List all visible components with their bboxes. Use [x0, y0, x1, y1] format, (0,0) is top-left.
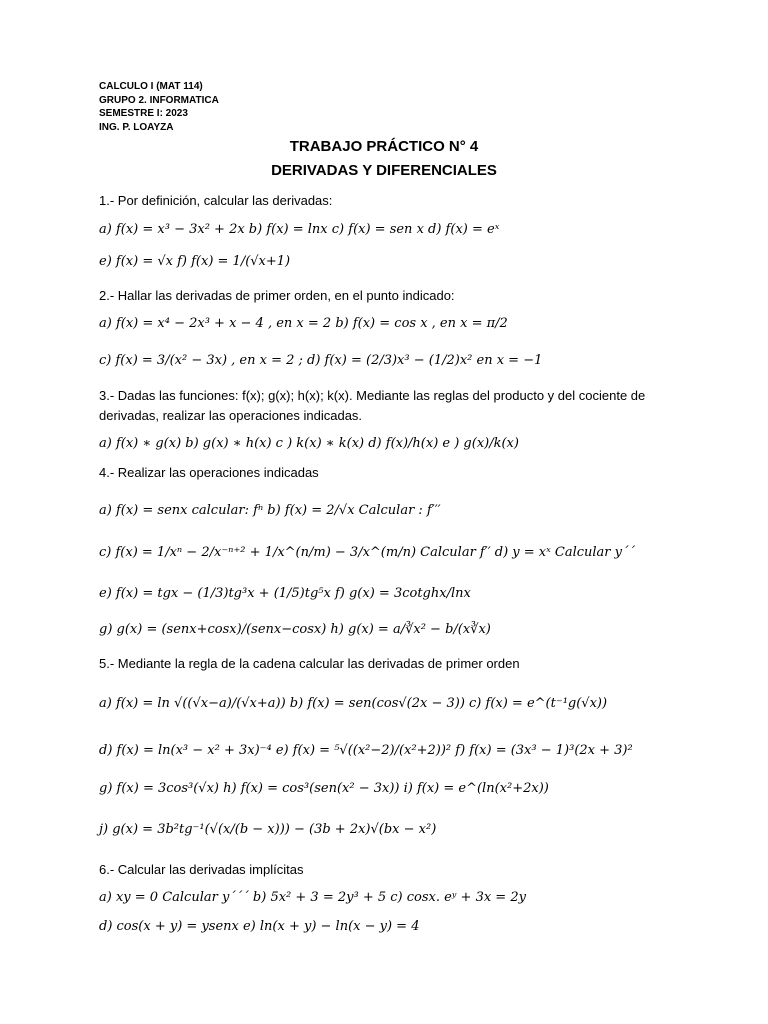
course-header [99, 80, 219, 134]
document-subtitle: DERIVADAS Y DIFERENCIALES [271, 162, 497, 179]
header-semester: SEMESTRE I: 2023 [99, 108, 188, 119]
section-3-heading: 3.- Dadas las funciones: f(x); g(x); h(x); k(x). Mediante las reglas del producto y del cociente de derivadas, realizar las operaciones indicadas. [99, 388, 646, 423]
section-6-heading: 6.- Calcular las derivadas implícitas [99, 862, 304, 877]
section-2-line-2: c) f(x) = 3/(x² − 3x) , en x = 2 ; d) f(x) = (2/3)x³ − (1/2)x² en x = −1 [99, 353, 543, 368]
section-5-heading: 5.- Mediante la regla de la cadena calcular las derivadas de primer orden [99, 656, 520, 671]
section-4-line-2: c) f(x) = 1/xⁿ − 2/x⁻ⁿ⁺² + 1/x^(n/m) − 3/x^(m/n) Calcular f′′ d) y = xˣ Calcular y´´ [99, 545, 635, 560]
section-5-line-2: d) f(x) = ln(x³ − x² + 3x)⁻⁴ e) f(x) = ⁵√((x²−2)/(x²+2))² f) f(x) = (3x³ − 1)³(2x + 3)² [99, 743, 633, 758]
section-1-heading: 1.- Por definición, calcular las derivadas: [99, 193, 333, 208]
section-5-line-4: j) g(x) = 3b²tg⁻¹(√(x/(b − x))) − (3b + 2x)√(bx − x²) [99, 822, 437, 837]
section-2-line-1: a) f(x) = x⁴ − 2x³ + x − 4 , en x = 2 b) f(x) = cos x , en x = π/2 [99, 316, 508, 331]
section-4-line-3: e) f(x) = tgx − (1/3)tg³x + (1/5)tg⁵x f) g(x) = 3cotghx/lnx [99, 586, 471, 601]
section-4-line-1: a) f(x) = senx calcular: fⁿ b) f(x) = 2/√x Calcular : f′′′ [99, 503, 441, 518]
section-3-line-1: a) f(x) ∗ g(x) b) g(x) ∗ h(x) c ) k(x) ∗ k(x) d) f(x)/h(x) e ) g(x)/k(x) [99, 436, 519, 451]
section-6-line-1: a) xy = 0 Calcular y´´´ b) 5x² + 3 = 2y³ + 5 c) cosx. eʸ + 3x = 2y [99, 890, 526, 905]
section-4-line-4: g) g(x) = (senx+cosx)/(senx−cosx) h) g(x) = a/∛x² − b/(x∛x) [99, 622, 491, 637]
header-group: GRUPO 2. INFORMATICA [99, 94, 219, 106]
document-title: TRABAJO PRÁCTICO N° 4 [289, 138, 479, 155]
section-1-line-2: e) f(x) = √x f) f(x) = 1/(√x+1) [99, 254, 291, 269]
section-5-line-3: g) f(x) = 3cos³(√x) h) f(x) = cos³(sen(x² − 3x)) i) f(x) = e^(ln(x²+2x)) [99, 781, 549, 796]
section-5-line-1: a) f(x) = ln √((√x−a)/(√x+a)) b) f(x) = sen(cos√(2x − 3)) c) f(x) = e^(t⁻¹g(√x)) [99, 696, 608, 711]
header-course: CALCULO I (MAT 114) [99, 81, 203, 92]
section-2-heading: 2.- Hallar las derivadas de primer orden, en el punto indicado: [99, 288, 455, 303]
section-6-line-2: d) cos(x + y) = ysenx e) ln(x + y) − ln(x − y) = 4 [99, 919, 420, 934]
header-instructor: ING. P. LOAYZA [99, 121, 174, 133]
section-4-heading: 4.- Realizar las operaciones indicadas [99, 465, 319, 480]
section-1-line-1: a) f(x) = x³ − 3x² + 2x b) f(x) = lnx c) f(x) = sen x d) f(x) = eˣ [99, 222, 500, 237]
